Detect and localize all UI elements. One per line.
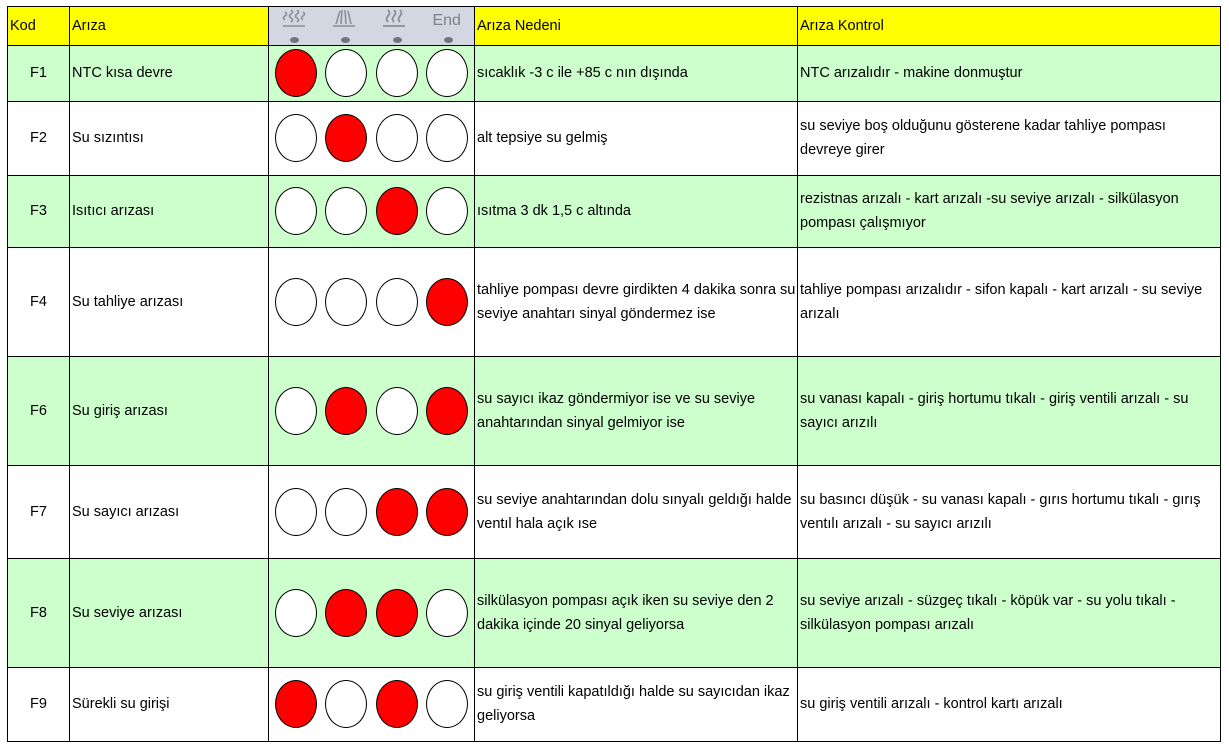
fault-cause: su giriş ventili kapatıldığı halde su sayıcıdan ikaz geliyorsa [475,667,798,741]
table-row [8,356,1221,465]
heat-icon [382,8,406,35]
indicator-dot [393,37,402,43]
lamp-on-indicator [376,589,418,637]
lamp-pattern [269,356,475,465]
indicator-dot [444,37,453,43]
table-row [8,247,1221,356]
lamp-off-indicator [275,187,317,235]
fault-cause: su seviye anahtarından dolu sınyalı geldığı halde ventıl hala açık ıse [475,465,798,558]
lamp-off-indicator [325,278,367,326]
fault-check: su seviye arızalı - süzgeç tıkalı - köpük var - su yolu tıkalı - silkülasyon pompası arızalı [798,558,1221,667]
fault-name: Su tahliye arızası [70,247,269,356]
fault-code: F8 [8,558,70,667]
table-row [8,46,1221,102]
fault-check: rezistnas arızalı - kart arızalı -su seviye arızalı - silkülasyon pompası çalışmıyor [798,175,1221,247]
fault-cause: sıcaklık -3 c ile +85 c nın dışında [475,46,798,102]
lamp-off-indicator [426,114,468,162]
lamp-off-indicator [325,680,367,728]
fault-name: Isıtıcı arızası [70,175,269,247]
spray-icon [332,8,356,35]
lamp-on-indicator [376,488,418,536]
indicator-dot [341,37,350,43]
lamp-off-indicator [426,49,468,97]
table-row [8,175,1221,247]
lamp-off-indicator [275,114,317,162]
fault-cause: alt tepsiye su gelmiş [475,101,798,175]
lamp-off-indicator [376,278,418,326]
lamp-on-indicator [376,680,418,728]
fault-name: Su sayıcı arızası [70,465,269,558]
fault-code: F6 [8,356,70,465]
header-cause: Arıza Nedeni [475,7,798,46]
lamp-on-indicator [426,488,468,536]
header-row [8,7,1221,46]
lamp-pattern [269,247,475,356]
lamp-on-indicator [426,278,468,326]
lamp-off-indicator [426,589,468,637]
lamp-on-indicator [325,589,367,637]
fault-code: F9 [8,667,70,741]
lamp-off-indicator [426,187,468,235]
fault-check: tahliye pompası arızalıdır - sifon kapalı - kart arızalı - su seviye arızalı [798,247,1221,356]
header-lamps [269,7,475,46]
fault-cause: ısıtma 3 dk 1,5 c altında [475,175,798,247]
fault-check: su seviye boş olduğunu gösterene kadar tahliye pompası devreye girer [798,101,1221,175]
lamp-pattern [269,46,475,102]
fault-code: F3 [8,175,70,247]
fault-name: NTC kısa devre [70,46,269,102]
table-row [8,667,1221,741]
table-row [8,558,1221,667]
lamp-on-indicator [275,49,317,97]
lamp-off-indicator [275,488,317,536]
end-label: End [432,12,461,29]
header-fault: Arıza [70,7,269,46]
fault-code-table [7,6,1221,742]
lamp-pattern [269,667,475,741]
lamp-off-indicator [275,589,317,637]
indicator-dot [290,37,299,43]
lamp-off-indicator [376,49,418,97]
fault-check: su basıncı düşük - su vanası kapalı - gırıs hortumu tıkalı - gırış ventılı arızalı - su sayıcı arızılı [798,465,1221,558]
lamp-off-indicator [426,680,468,728]
fault-name: Su seviye arızası [70,558,269,667]
fault-cause: silkülasyon pompası açık iken su seviye den 2 dakika içinde 20 sinyal geliyorsa [475,558,798,667]
fault-cause: su sayıcı ikaz göndermiyor ise ve su seviye anahtarından sinyal gelmiyor ise [475,356,798,465]
lamp-on-indicator [376,187,418,235]
fault-check: su vanası kapalı - giriş hortumu tıkalı - giriş ventili arızalı - su sayıcı arızılı [798,356,1221,465]
lamp-on-indicator [275,680,317,728]
table-row [8,465,1221,558]
fault-name: Su sızıntısı [70,101,269,175]
fault-name: Sürekli su girişi [70,667,269,741]
lamp-pattern [269,101,475,175]
lamp-off-indicator [325,187,367,235]
fault-name: Su giriş arızası [70,356,269,465]
header-check: Arıza Kontrol [798,7,1221,46]
fault-check: NTC arızalıdır - makine donmuştur [798,46,1221,102]
lamp-on-indicator [426,387,468,435]
steam-icon [282,8,306,35]
lamp-on-indicator [325,387,367,435]
lamp-pattern [269,465,475,558]
fault-code: F4 [8,247,70,356]
lamp-pattern [269,558,475,667]
lamp-off-indicator [376,114,418,162]
lamp-off-indicator [325,488,367,536]
lamp-pattern [269,175,475,247]
lamp-off-indicator [325,49,367,97]
header-code: Kod [8,7,70,46]
fault-code: F1 [8,46,70,102]
fault-code: F7 [8,465,70,558]
fault-check: su giriş ventili arızalı - kontrol kartı arızalı [798,667,1221,741]
lamp-off-indicator [275,387,317,435]
table-row [8,101,1221,175]
lamp-off-indicator [275,278,317,326]
lamp-off-indicator [376,387,418,435]
lamp-on-indicator [325,114,367,162]
fault-cause: tahliye pompası devre girdikten 4 dakika sonra su seviye anahtarı sinyal göndermez ise [475,247,798,356]
fault-code: F2 [8,101,70,175]
